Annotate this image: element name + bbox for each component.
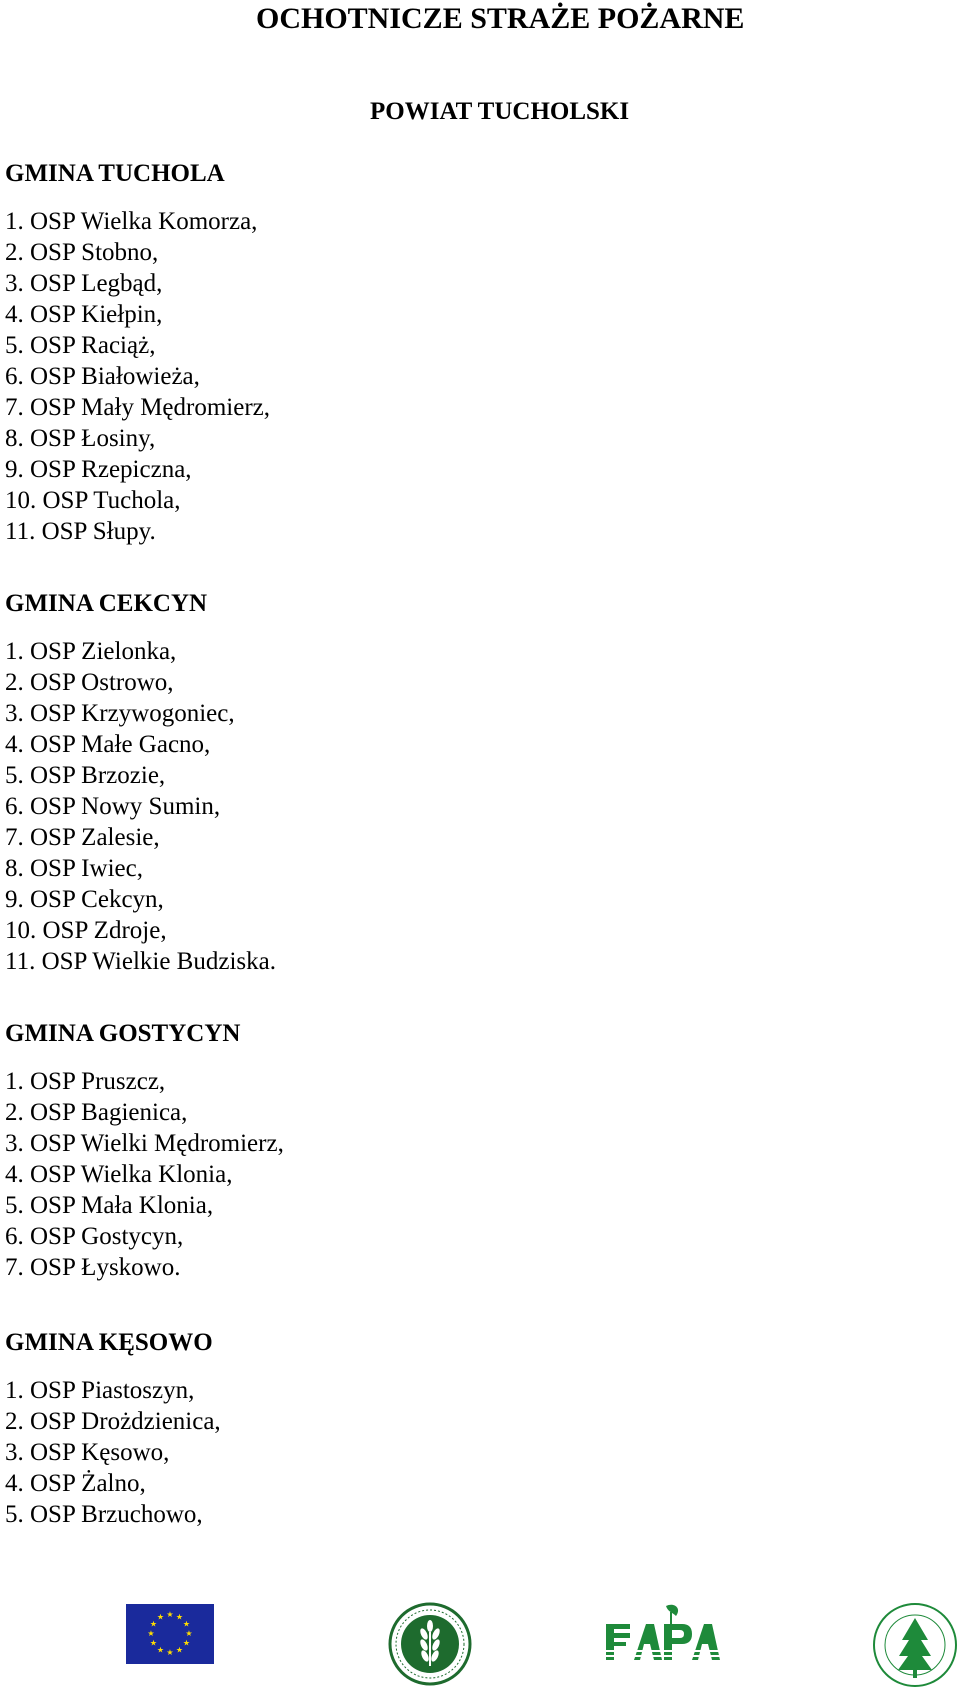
- list-item: 11. OSP Wielkie Budziska.: [5, 948, 276, 975]
- station-list: [5, 1375, 221, 1530]
- list-item: 3. OSP Kęsowo,: [5, 1439, 170, 1466]
- list-item: 8. OSP Iwiec,: [5, 855, 143, 882]
- section-gmina-tuchola: [5, 158, 270, 547]
- station-list: [5, 206, 270, 547]
- list-item: 7. OSP Mały Mędromierz,: [5, 394, 271, 421]
- eu-flag-icon: [126, 1604, 214, 1669]
- document-title: OCHOTNICZE STRAŻE POŻARNE: [256, 2, 745, 35]
- list-item: 7. OSP Zalesie,: [5, 824, 160, 851]
- svg-text:★: ★: [175, 1612, 184, 1622]
- svg-text:★: ★: [166, 1610, 174, 1619]
- section-heading: GMINA GOSTYCYN: [5, 1020, 241, 1047]
- list-item: 4. OSP Małe Gacno,: [5, 731, 211, 758]
- list-item: 6. OSP Białowieża,: [5, 363, 200, 390]
- list-item: 1. OSP Wielka Komorza,: [5, 208, 258, 235]
- list-item: 1. OSP Pruszcz,: [5, 1068, 166, 1095]
- list-item: 4. OSP Wielka Klonia,: [5, 1161, 233, 1188]
- svg-text:★: ★: [182, 1619, 191, 1629]
- list-item: 8. OSP Łosiny,: [5, 425, 156, 452]
- list-item: 3. OSP Wielki Mędromierz,: [5, 1130, 284, 1157]
- list-item: 10. OSP Tuchola,: [5, 487, 181, 514]
- station-list: [5, 636, 276, 977]
- list-item: 2. OSP Ostrowo,: [5, 669, 174, 696]
- list-item: 9. OSP Cekcyn,: [5, 886, 164, 913]
- list-item: 4. OSP Kiełpin,: [5, 301, 163, 328]
- list-item: 5. OSP Mała Klonia,: [5, 1192, 214, 1219]
- svg-text:★: ★: [166, 1648, 174, 1657]
- list-item: 3. OSP Krzywogoniec,: [5, 700, 235, 727]
- list-item: 2. OSP Bagienica,: [5, 1099, 188, 1126]
- section-heading: GMINA KĘSOWO: [5, 1329, 213, 1356]
- svg-text:★: ★: [156, 1612, 165, 1622]
- list-item: 5. OSP Raciąż,: [5, 332, 156, 359]
- station-list: [5, 1066, 284, 1283]
- ministry-seal-icon: [388, 1602, 472, 1691]
- section-gmina-kesowo: [5, 1327, 221, 1530]
- list-item: 11. OSP Słupy.: [5, 518, 156, 545]
- svg-text:★: ★: [149, 1619, 158, 1629]
- section-gmina-gostycyn: [5, 1018, 284, 1283]
- section-gmina-cekcyn: [5, 588, 276, 977]
- section-heading: GMINA TUCHOLA: [5, 160, 225, 187]
- svg-text:★: ★: [156, 1645, 165, 1655]
- svg-text:★: ★: [147, 1629, 155, 1638]
- document-subtitle: POWIAT TUCHOLSKI: [370, 98, 630, 125]
- list-item: 3. OSP Legbąd,: [5, 270, 163, 297]
- svg-text:★: ★: [149, 1638, 158, 1648]
- list-item: 9. OSP Rzepiczna,: [5, 456, 192, 483]
- lgd-bory-tucholskie-icon: [872, 1600, 958, 1695]
- fapa-logo-icon: [604, 1602, 720, 1669]
- list-item: 5. OSP Brzozie,: [5, 762, 166, 789]
- list-item: 6. OSP Nowy Sumin,: [5, 793, 221, 820]
- list-item: 7. OSP Łyskowo.: [5, 1254, 181, 1281]
- list-item: 6. OSP Gostycyn,: [5, 1223, 184, 1250]
- list-item: 1. OSP Zielonka,: [5, 638, 177, 665]
- list-item: 5. OSP Brzuchowo,: [5, 1501, 203, 1528]
- svg-text:★: ★: [182, 1638, 191, 1648]
- list-item: 10. OSP Zdroje,: [5, 917, 167, 944]
- section-heading: GMINA CEKCYN: [5, 590, 208, 617]
- svg-text:★: ★: [185, 1629, 193, 1638]
- list-item: 2. OSP Drożdzienica,: [5, 1408, 221, 1435]
- list-item: 4. OSP Żalno,: [5, 1470, 146, 1497]
- list-item: 1. OSP Piastoszyn,: [5, 1377, 195, 1404]
- svg-text:★: ★: [175, 1645, 184, 1655]
- list-item: 2. OSP Stobno,: [5, 239, 159, 266]
